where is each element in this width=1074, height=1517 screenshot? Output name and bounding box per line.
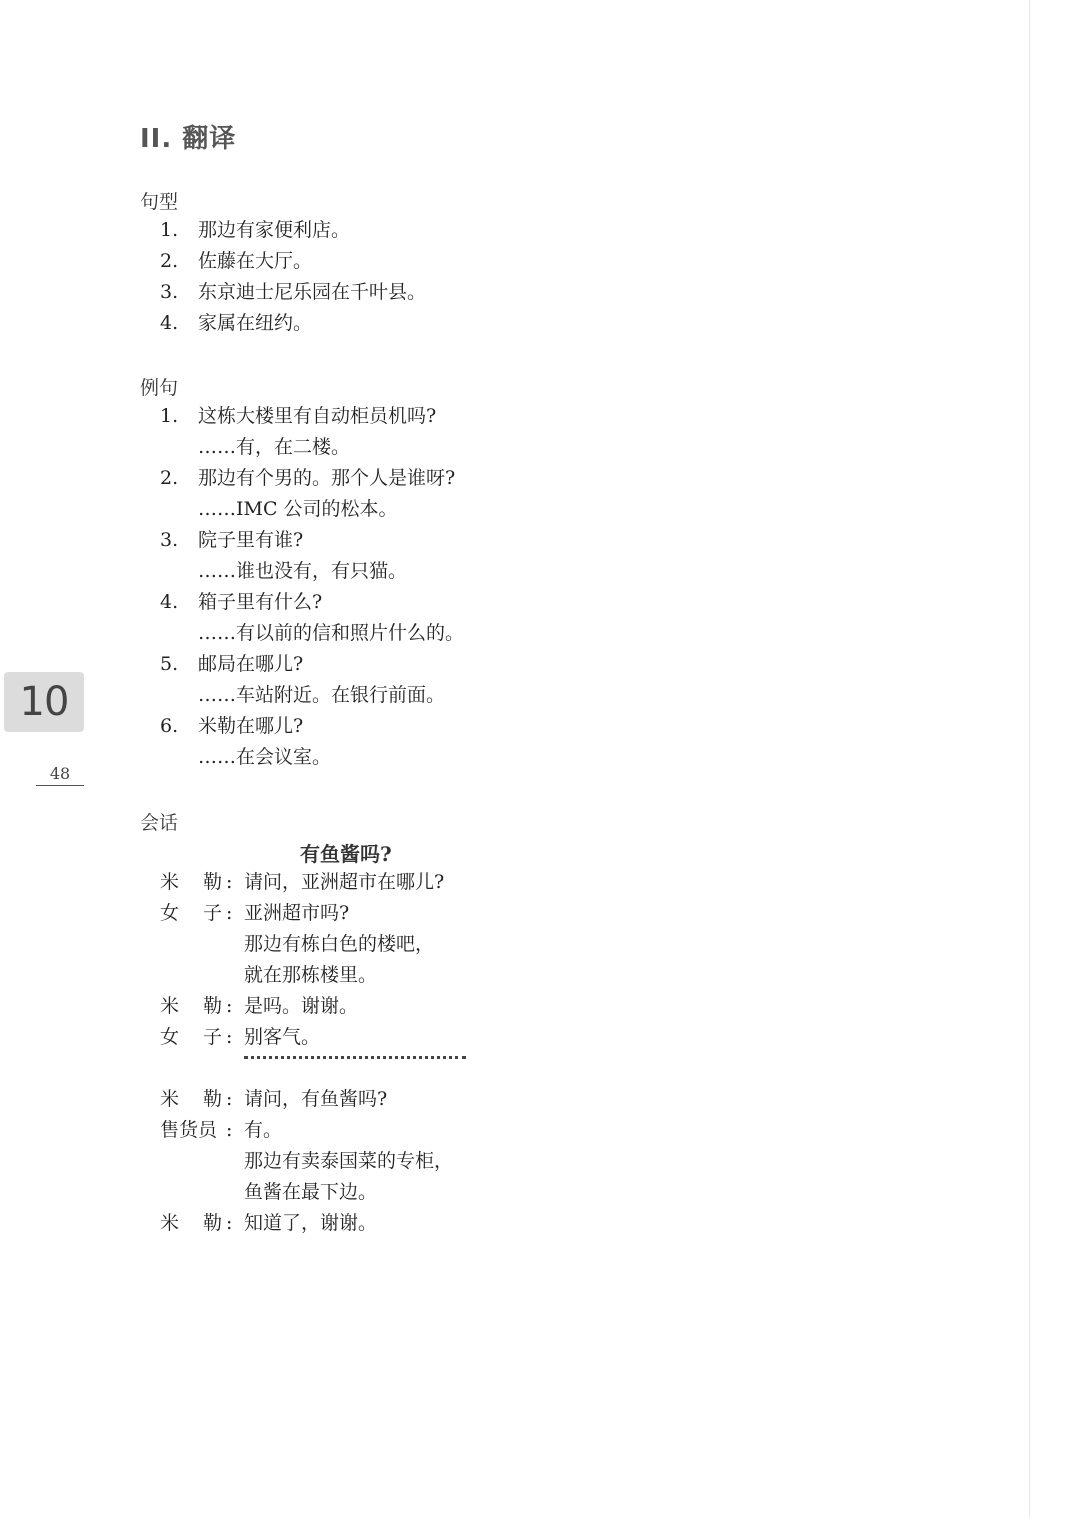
answer-text: ……谁也没有，有只猫。 — [198, 560, 408, 582]
speaker-colon: : — [226, 902, 233, 924]
dialog-text: 请问，亚洲超市在哪儿? — [244, 871, 445, 893]
page-edge-line — [1029, 0, 1030, 1517]
scene-break-dots — [244, 1056, 466, 1059]
speaker-label: 米 勒 — [160, 871, 222, 893]
example-sentences-label: 例句 — [140, 377, 179, 399]
speaker-label: 米 勒 — [160, 1212, 222, 1234]
dialog-text: 那边有卖泰国菜的专柜， — [244, 1150, 454, 1172]
dialog-text: 是吗。谢谢。 — [244, 995, 359, 1017]
speaker-colon: : — [226, 1026, 233, 1048]
dialog-text: 有。 — [244, 1119, 283, 1141]
speaker-label: 女 子 — [160, 902, 222, 924]
question-text: 箱子里有什么? — [198, 591, 323, 613]
item-text: 佐藤在大厅。 — [198, 250, 313, 272]
item-text: 那边有家便利店。 — [198, 219, 351, 241]
item-number: 2. — [160, 250, 179, 272]
question-text: 米勒在哪儿? — [198, 715, 304, 737]
section-heading: II. 翻译 — [140, 124, 237, 154]
answer-text: ……有，在二楼。 — [198, 436, 351, 458]
dialog-text: 亚洲超市吗? — [244, 902, 350, 924]
dialog-text: 请问，有鱼酱吗? — [244, 1088, 388, 1110]
answer-text: ……在会议室。 — [198, 746, 332, 768]
item-number: 1. — [160, 219, 179, 241]
dialog-text: 就在那栋楼里。 — [244, 964, 378, 986]
item-number: 4. — [160, 312, 179, 334]
item-number: 3. — [160, 529, 179, 551]
speaker-colon: : — [226, 1088, 233, 1110]
answer-text: ……车站附近。在银行前面。 — [198, 684, 446, 706]
question-text: 那边有个男的。那个人是谁呀? — [198, 467, 456, 489]
item-number: 1. — [160, 405, 179, 427]
item-text: 家属在纽约。 — [198, 312, 313, 334]
speaker-label: 售货员 — [160, 1119, 218, 1141]
item-number: 5. — [160, 653, 179, 675]
conversation-label: 会话 — [140, 812, 179, 834]
dialog-text: 那边有栋白色的楼吧， — [244, 933, 435, 955]
dialog-text: 鱼酱在最下边。 — [244, 1181, 378, 1203]
speaker-label: 米 勒 — [160, 995, 222, 1017]
question-text: 这栋大楼里有自动柜员机吗? — [198, 405, 437, 427]
item-text: 东京迪士尼乐园在千叶县。 — [198, 281, 427, 303]
item-number: 6. — [160, 715, 179, 737]
speaker-colon: : — [226, 871, 233, 893]
chapter-tab: 10 — [4, 672, 84, 732]
speaker-label: 女 子 — [160, 1026, 222, 1048]
sentence-patterns-label: 句型 — [140, 191, 179, 213]
page-number: 48 — [36, 764, 84, 786]
answer-text: ……IMC 公司的松本。 — [198, 498, 398, 520]
question-text: 院子里有谁? — [198, 529, 304, 551]
item-number: 2. — [160, 467, 179, 489]
speaker-label: 米 勒 — [160, 1088, 222, 1110]
dialog-text: 知道了，谢谢。 — [244, 1212, 378, 1234]
question-text: 邮局在哪儿? — [198, 653, 304, 675]
item-number: 4. — [160, 591, 179, 613]
answer-text: ……有以前的信和照片什么的。 — [198, 622, 465, 644]
speaker-colon: : — [226, 995, 233, 1017]
item-number: 3. — [160, 281, 179, 303]
speaker-colon: : — [226, 1119, 233, 1141]
dialog-title: 有鱼酱吗? — [300, 842, 392, 866]
speaker-colon: : — [226, 1212, 233, 1234]
dialog-text: 别客气。 — [244, 1026, 321, 1048]
